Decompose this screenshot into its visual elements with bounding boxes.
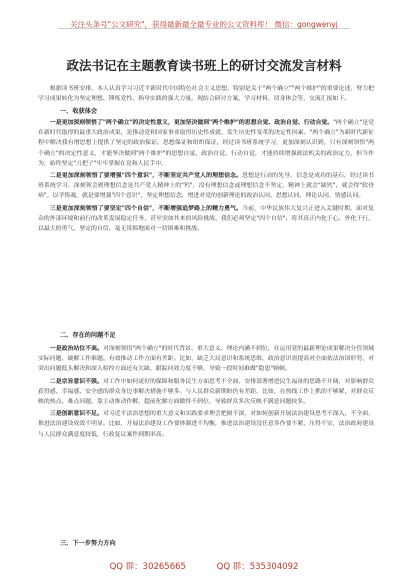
problem-2-text: 对工作中如何更好的保障和服务民生方面思考不全面，安排部署增进民生福祉的思路不开阔，对影响群众获得感、幸福感、安全感的群众身边事解决措施不够多。与人民群众新期盼仍有差距，比如，在热线工作上抓的不够紧，对群众反映的热点、难点问题，靠主动推动作解，超前化解方面做得不到位，导致群众多次反映不满意问题较多。 [38,378,375,406]
point-2-lead: 二是更加深刻领悟了要增强"四个意识"，不断坚定共产党人的理想信念。 [49,173,243,180]
problem-3-paragraph [38,409,374,440]
problem-3-text: 对习近平法治思想的重大意义和实践要求理会把握不深，对如何创新开展法治建设思考不深入，不全面，推进法治建设成效不明显。比如，开展法治建设工作要体制进不均衡，推进法治建设没任意多作要不紧、压得不实，法治政府建设与人民群众满意度较低，行政复议案件到期率高。 [38,411,375,438]
point-1-lead: 一是更加深刻领悟了"两个确立"的决定性意义，更加坚决做到"两个维护"的思想自觉、政治自觉、行动自觉。 [49,120,334,126]
section-1-body [38,118,374,236]
footer-contact [0,560,408,572]
promo-banner-text: 关注头条号"公文研究"，获得最新最全最专业的公文资料库！ 微信：gongwenyj [70,20,338,29]
point-2-paragraph [38,171,374,202]
point-1-paragraph [38,118,374,169]
section-2-body [38,344,374,442]
promo-banner[interactable] [58,12,350,29]
section-heading-1: 一、收获体会 [60,108,98,115]
problem-1-lead: 一是政治站位不高。 [49,346,103,352]
qq-group-1: QQ 群：30265665 [109,562,186,572]
document-title: 政法书记在主题教育读书班上的研讨交流发言材料 [66,58,342,73]
qq-group-2: QQ 群：535304092 [216,562,299,572]
intro-paragraph [38,84,374,106]
point-3-paragraph [38,204,374,235]
point-2-text: 思想是行动的先导，信念是成功的基石。经过读书班系统学习，深刻领会到理想信念是共产党人精神上的"钙"，没有理想信念或理想信念不坚定，精神上就会"缺钙"，就会得"软骨病"。以学铸魂，就是要增强"四个意识"，坚定理想信念，增进对党的创新理论的政治认同、思想认同、理论认同、情感认同。 [38,173,374,200]
problem-3-lead: 三是创新意识不足。 [49,411,103,418]
problem-1-paragraph [38,344,374,375]
section-heading-3: 三、下一步努力方向 [60,540,116,547]
problem-1-text: 对深刻领悟"两个确立"的时代背景、重大意义、理论内涵不到位，在运用党的最新理论成果解决分管领域实际问题、破解工作难题、有效推动工作方面有差距。比如，缺乏大局意识和系统思维，政治意识需提高对全面依法治国形势，对突出问题低头解决和深入检控方面还有欠缺，跟踪问效力度不够，导致一段时间难做"隐患"顿顿。 [38,346,375,373]
point-1-text: "两个确立"是党在新时代取得的最重大政治成果，是推动党和国家事业取得历史性成就、发生历史性变革的决定性因素。"两个确立"为新时代新征程中解决我有增思想上提供了坚定的政治保证。思想保证和组织保证，经过读书班系统学习，更加深刻认识到，只有深刻领悟"两个确立"的决定性意义，才能坚决做到"两个维护"的思想自觉、政治自觉、行动自觉，才能持续增强政法机关的政治定力，担当作为，始终坚定"刀把子"牢牢掌握在党和人民手中。 [38,120,375,167]
section-heading-2: 二、存在的问题不足 [60,332,116,339]
problem-2-lead: 二是宗旨意识不强。 [49,378,103,385]
point-3-text: 当前，中华民族伟大复兴正进入关键时期，面对复杂的外部环境和前行的改革发展稳定任务，甚至突如其来的风险挑战，我们必须坚定"四个自信"，将其真正内化于心、外化于行，以最大的勇气、坚定的自信，毫无畏惧地面对一切困难和挑战。 [38,205,374,233]
point-3-lead: 三是更加深刻领悟了要坚定"四个自信"，不断增强追梦路上的精力勇气。 [49,205,243,212]
problem-2-paragraph [38,377,374,408]
intro-text: 根据读书班安排，本人认真学习习近平新时代中国特色社会主义思想，特别是关于"两个确立""两个维护"的重要论述，努力把学习成果转化为坚定理想、锤炼党性、指导实践的强大力量。现结合研讨方案、学习材料、切身体会等，交流汇报如下。 [38,86,374,103]
